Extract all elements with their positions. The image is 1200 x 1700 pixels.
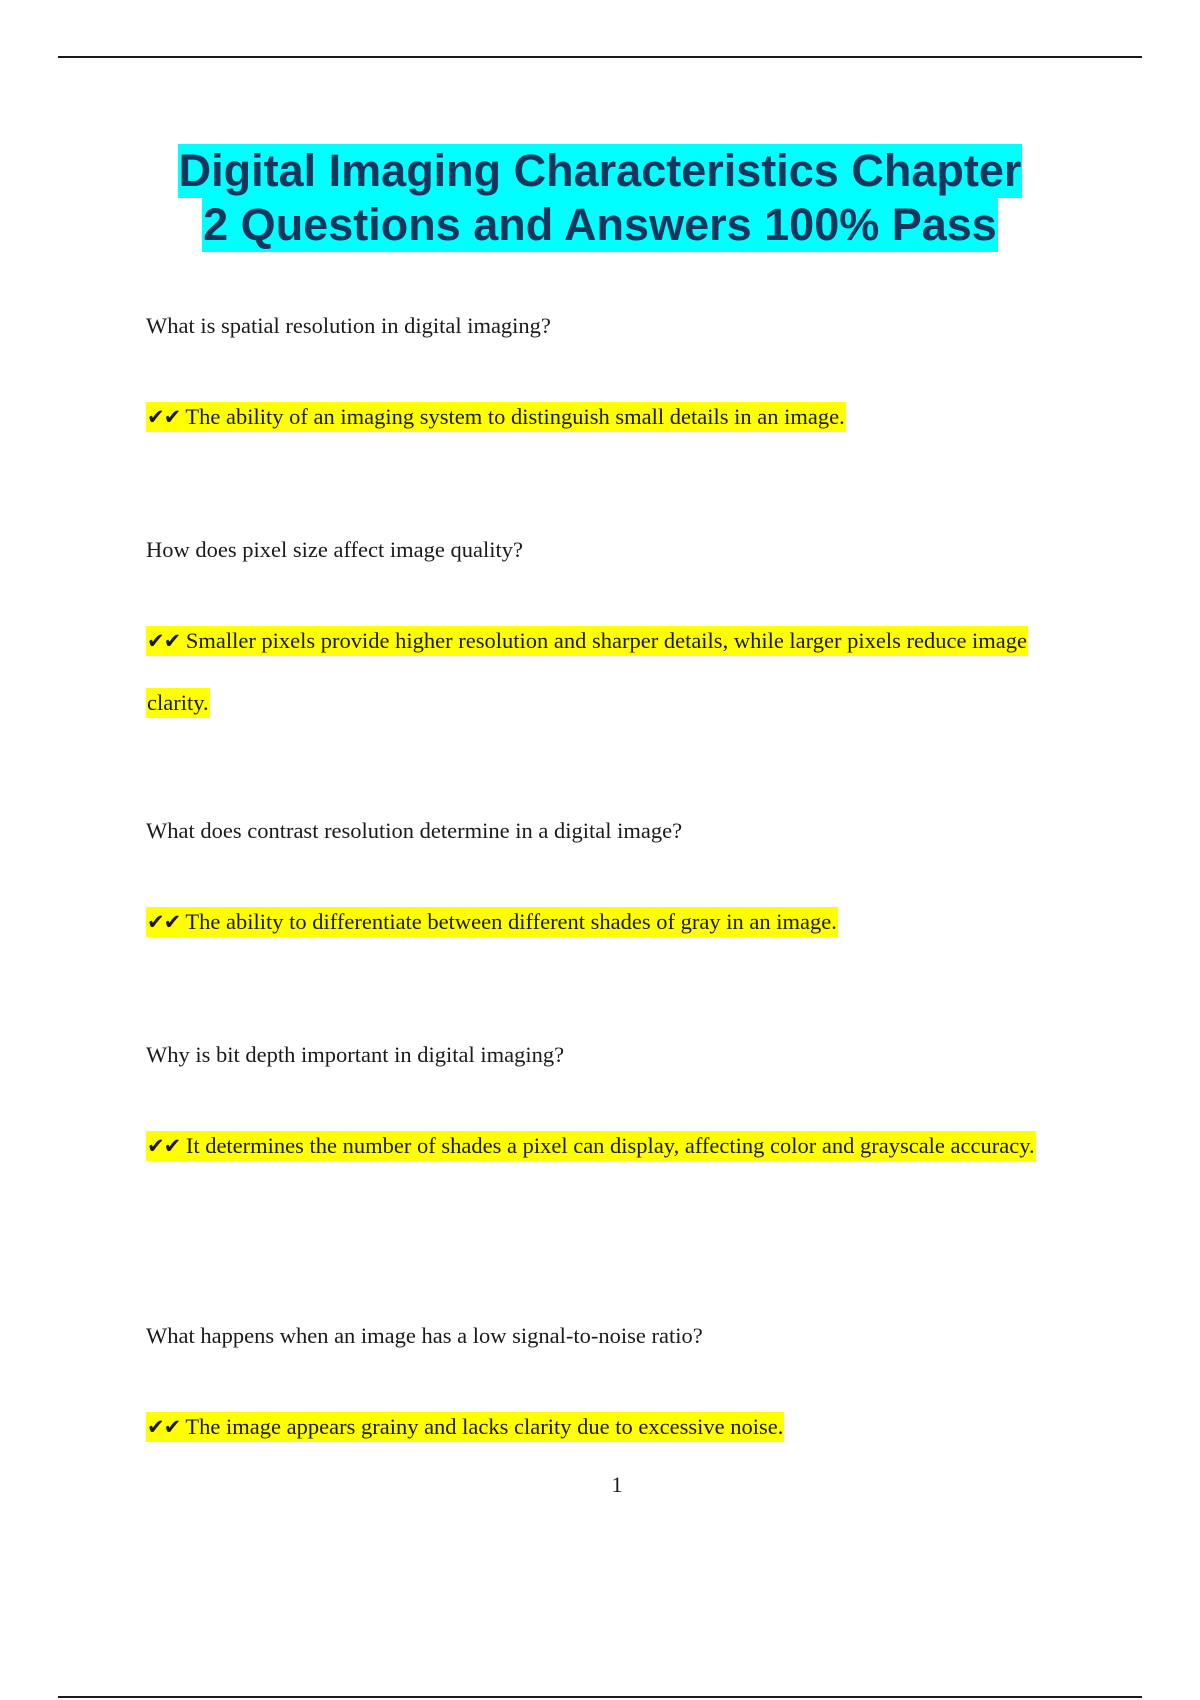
answer-body: The ability to differentiate between different shades of gray in an image. (185, 909, 837, 934)
header-rule (58, 56, 1142, 58)
question-text: What does contrast resolution determine in a digital image? (146, 818, 683, 843)
document-title (60, 144, 1140, 252)
check-icon: ✔✔ (147, 1415, 181, 1439)
answer-body: Smaller pixels provide higher resolution and sharper details, while larger pixels reduce image clarity. (147, 628, 1028, 715)
qa-item (146, 817, 1046, 953)
answer-text (146, 386, 1046, 448)
answer-text (146, 1396, 1046, 1458)
title-line-2: 2 Questions and Answers 100% Pass (203, 199, 997, 250)
footer-rule (58, 1696, 1142, 1698)
page-number: 1 (611, 1472, 623, 1497)
check-icon: ✔✔ (147, 405, 181, 429)
question-text: How does pixel size affect image quality? (146, 537, 523, 562)
answer-body: The image appears grainy and lacks clarity due to excessive noise. (185, 1414, 784, 1439)
answer-body: It determines the number of shades a pixel can display, affecting color and grayscale accuracy. (185, 1133, 1035, 1158)
qa-item (146, 312, 1046, 448)
qa-item (146, 1322, 1046, 1458)
answer-text (146, 891, 1046, 953)
qa-item (146, 1041, 1046, 1177)
answer-body: The ability of an imaging system to distinguish small details in an image. (185, 404, 845, 429)
title-line-1: Digital Imaging Characteristics Chapter (178, 145, 1022, 196)
question-text: What happens when an image has a low signal-to-noise ratio? (146, 1323, 703, 1348)
check-icon: ✔✔ (147, 1134, 181, 1158)
qa-item (146, 536, 1046, 733)
answer-text (146, 610, 1046, 733)
check-icon: ✔✔ (147, 910, 181, 934)
question-text: What is spatial resolution in digital imaging? (146, 313, 551, 338)
answer-text (146, 1115, 1046, 1177)
question-text: Why is bit depth important in digital imaging? (146, 1042, 565, 1067)
check-icon: ✔✔ (147, 629, 181, 653)
